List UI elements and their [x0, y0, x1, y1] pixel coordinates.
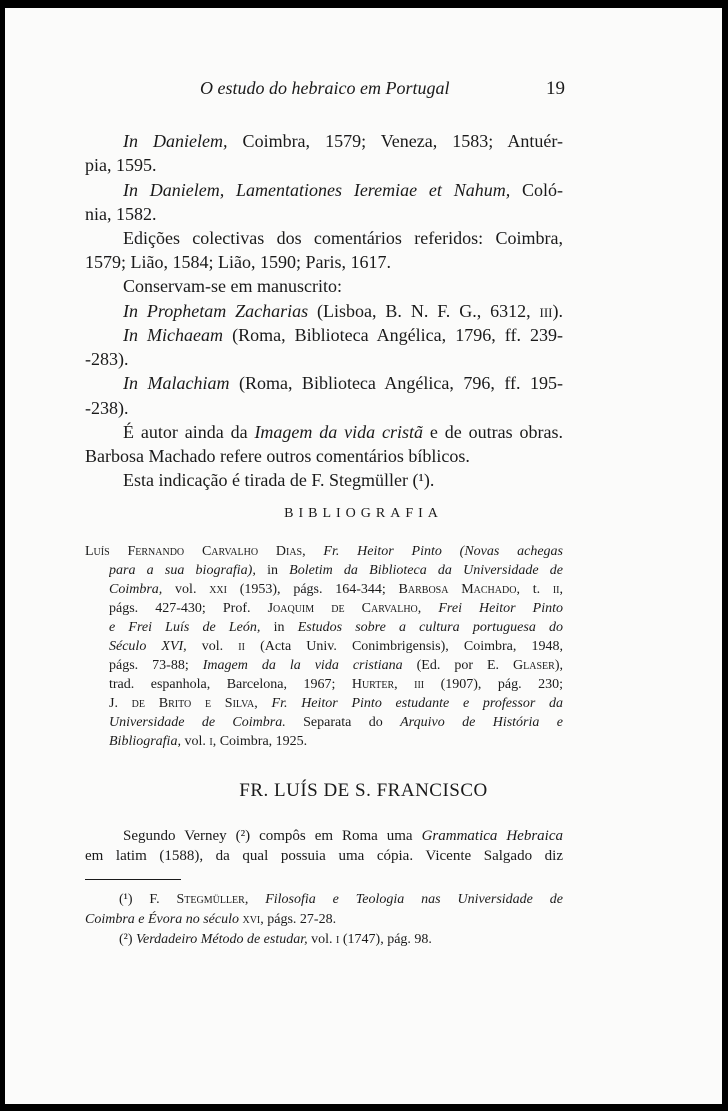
running-head: O estudo do hebraico em Portugal: [200, 78, 450, 98]
bibliography-heading: BIBLIOGRAFIA: [284, 506, 443, 521]
body-line: Esta indicação é tirada de F. Stegmüller (¹).: [123, 470, 435, 490]
body-line: In Michaeam (Roma, Biblioteca Angélica, 1796, ff. 239-: [123, 325, 563, 345]
bib-line: Universidade de Coimbra. Separata do Arquivo de História e: [109, 715, 563, 730]
footnote-1-cont: Coimbra e Évora no século xvi, págs. 27-28.: [85, 912, 337, 927]
bib-line: Bibliografia, vol. i, Coimbra, 1925.: [109, 734, 308, 749]
body-line: pia, 1595.: [85, 155, 157, 175]
body-line: 1579; Lião, 1584; Lião, 1590; Paris, 1617.: [85, 252, 391, 272]
body-line: Barbosa Machado refere outros comentários bíblicos.: [85, 446, 470, 466]
section-title: FR. LUÍS DE S. FRANCISCO: [239, 780, 488, 801]
bib-line: e Frei Luís de León, in Estudos sobre a cultura portuguesa do: [109, 620, 563, 635]
body-line: In Prophetam Zacharias (Lisboa, B. N. F. G., 6312, iii).: [123, 301, 563, 321]
body-line: nia, 1582.: [85, 204, 157, 224]
body-line: In Danielem, Coimbra, 1579; Veneza, 1583; Antuér-: [123, 131, 563, 151]
body-line: Edições colectivas dos comentários referidos: Coimbra,: [123, 228, 563, 248]
body-line: -238).: [85, 398, 129, 418]
bib-line: págs. 73-88; Imagem da la vida cristiana (Ed. por E. Glaser),: [109, 658, 563, 673]
body-line: É autor ainda da Imagem da vida cristã e de outras obras.: [123, 422, 563, 442]
bib-line: Coimbra, vol. xxi (1953), págs. 164-344; Barbosa Machado, t. ii,: [109, 582, 563, 597]
body-line: In Malachiam (Roma, Biblioteca Angélica, 796, ff. 195-: [123, 373, 563, 393]
page-number: 19: [546, 78, 565, 99]
bib-line: trad. espanhola, Barcelona, 1967; Hurter, iii (1907), pág. 230;: [109, 677, 563, 692]
footnote-2: (²) Verdadeiro Método de estudar, vol. i (1747), pág. 98.: [119, 932, 432, 947]
footnote-1: (¹) F. Stegmüller, Filosofia e Teologia nas Universidade de: [119, 892, 563, 907]
section-line: Segundo Verney (²) compôs em Roma uma Grammatica Hebraica: [123, 828, 563, 844]
bib-line: para a sua biografia), in Boletim da Biblioteca da Universidade de: [109, 563, 563, 578]
bib-line: págs. 427-430; Prof. Joaquim de Carvalho, Frei Heitor Pinto: [109, 601, 563, 616]
bib-line: Século XVI, vol. ii (Acta Univ. Conimbrigensis), Coimbra, 1948,: [109, 639, 563, 654]
section-line: em latim (1588), da qual possuia uma cópia. Vicente Salgado diz: [85, 848, 563, 864]
footnote-rule: [85, 879, 181, 880]
body-line: -283).: [85, 349, 129, 369]
book-page: [5, 8, 722, 1104]
bib-line: Luís Fernando Carvalho Dias, Fr. Heitor Pinto (Novas achegas: [85, 544, 563, 559]
body-line: Conservam-se em manuscrito:: [123, 276, 342, 296]
body-line: In Danielem, Lamentationes Ieremiae et Nahum, Coló-: [123, 180, 563, 200]
bib-line: J. de Brito e Silva, Fr. Heitor Pinto estudante e professor da: [109, 696, 563, 711]
